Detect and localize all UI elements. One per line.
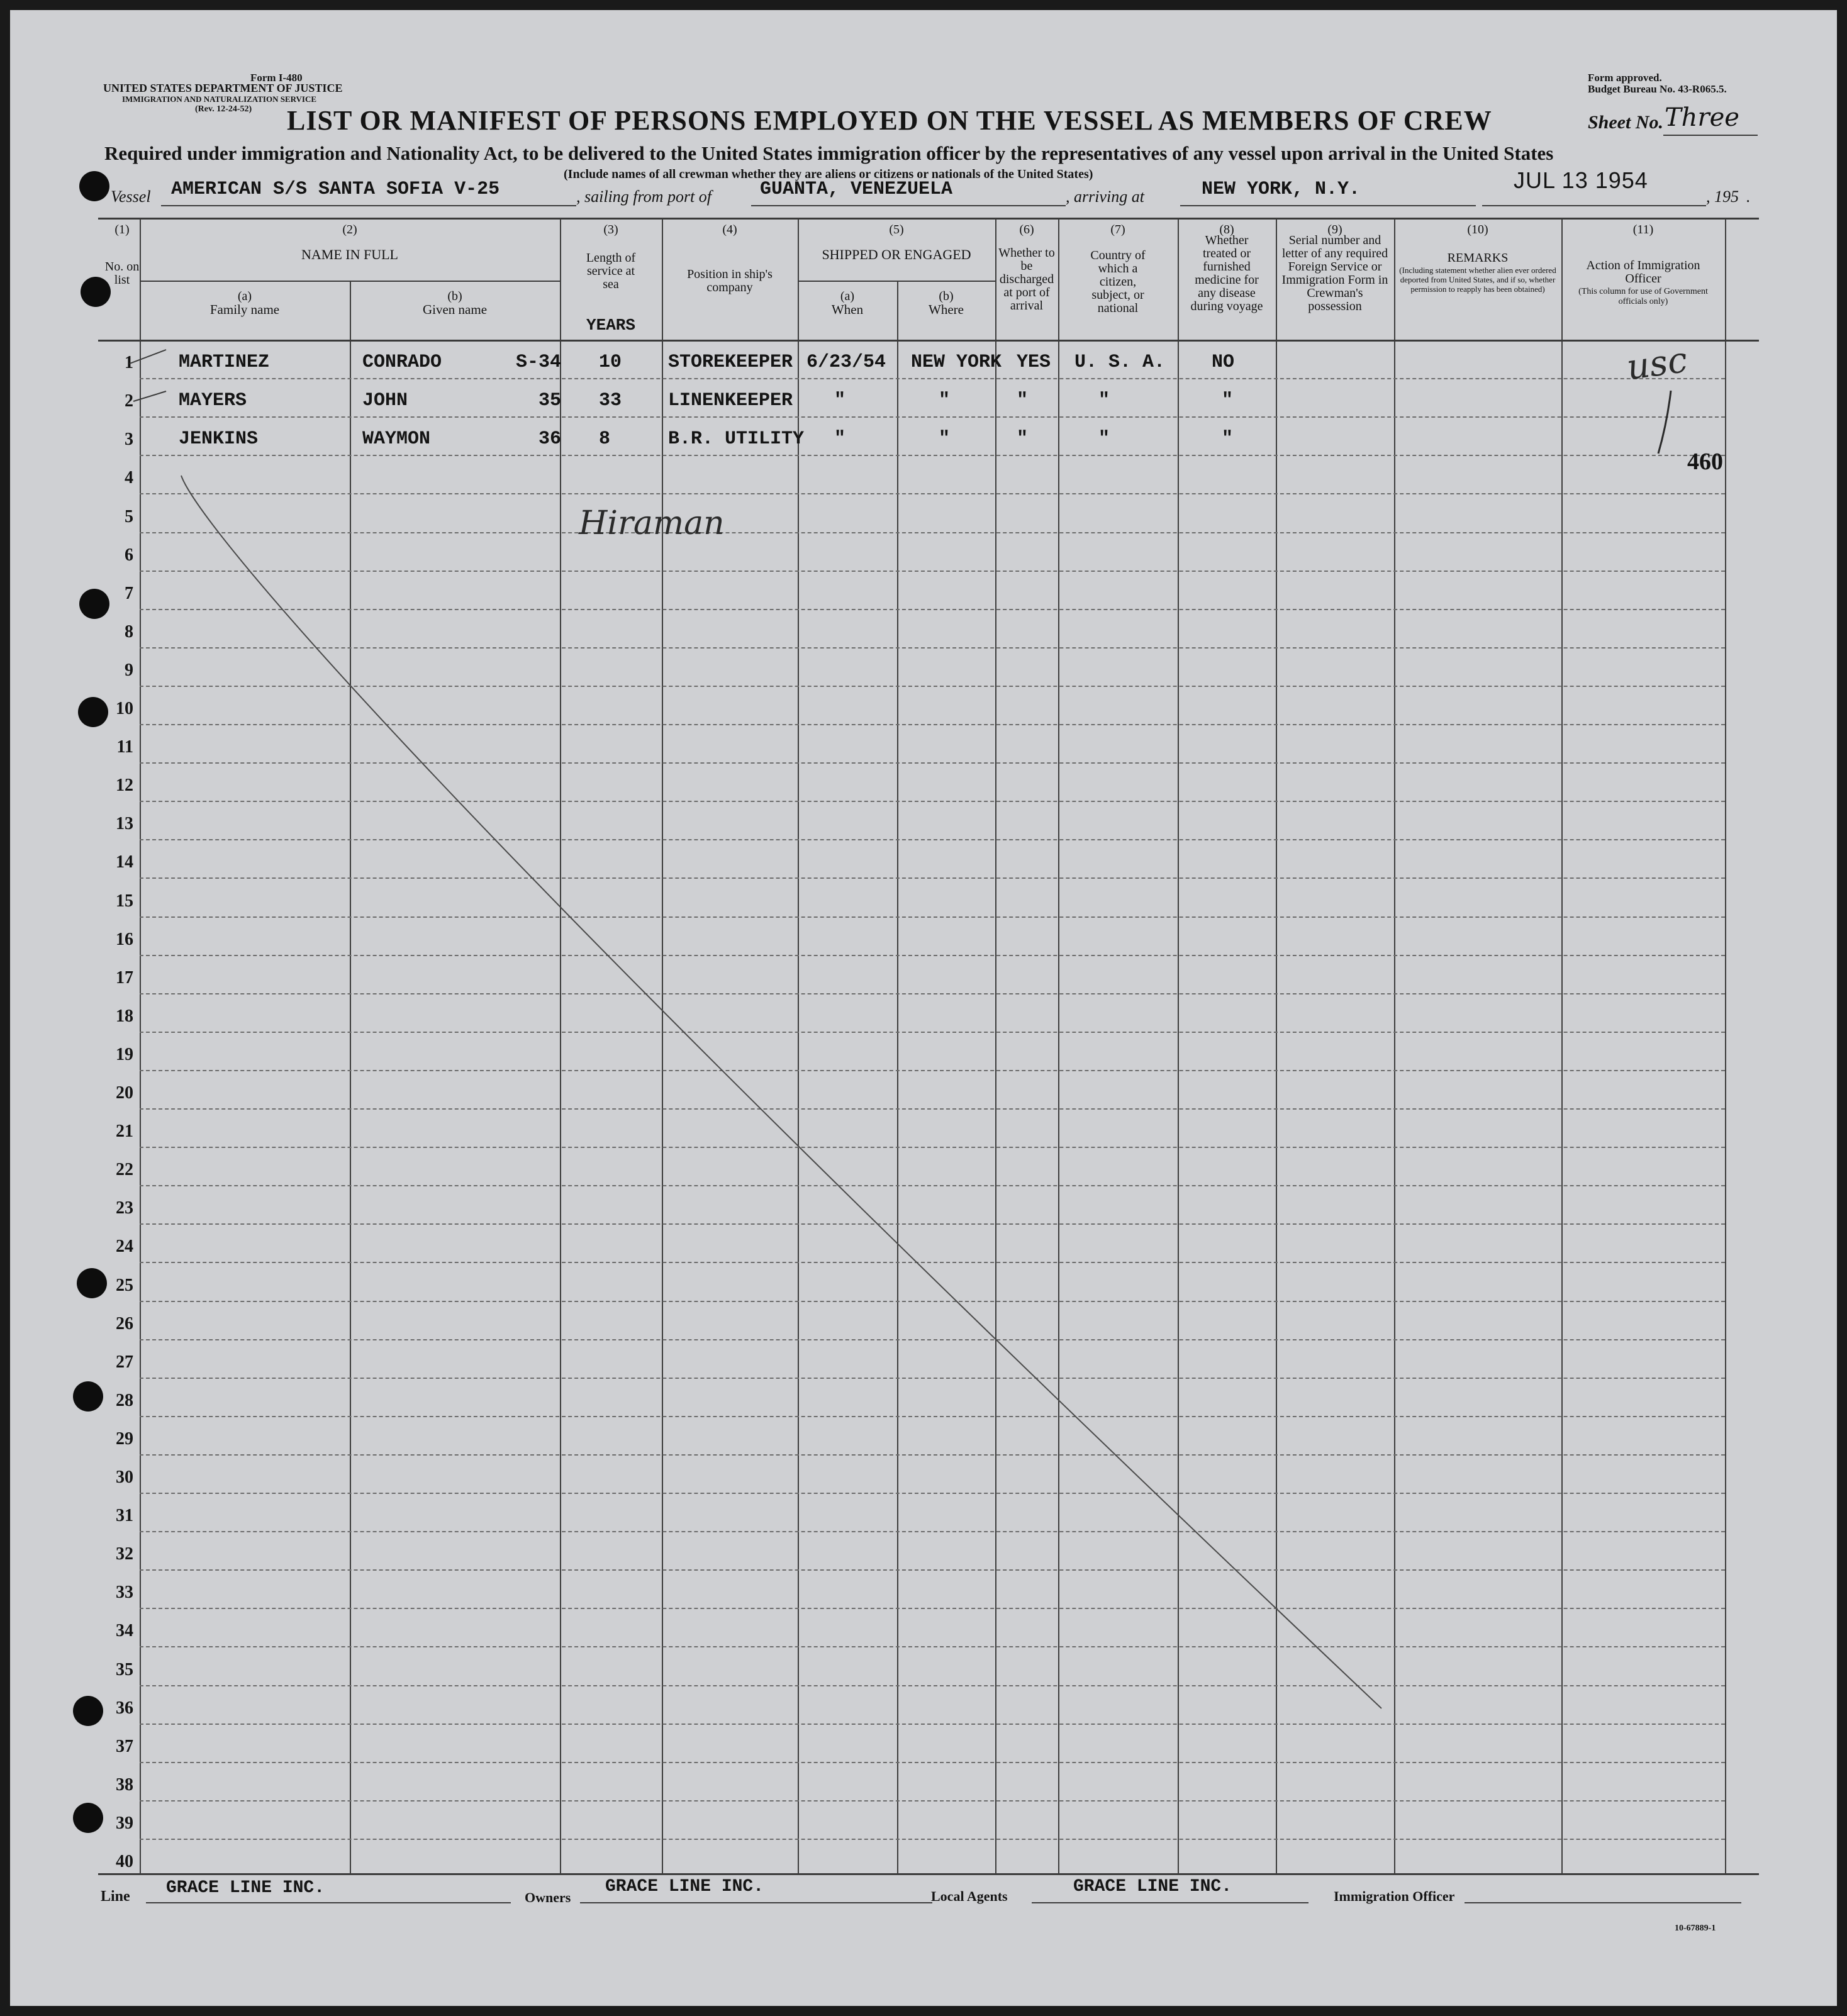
agents-label: Local Agents (931, 1888, 1008, 1904)
page-title: LIST OR MANIFEST OF PERSONS EMPLOYED ON THE VESSEL AS MEMBERS OF CREW (287, 105, 1492, 136)
sheet-label: Sheet No. (1588, 112, 1663, 133)
col2-number: (2) (342, 223, 357, 237)
owners-underline (580, 1902, 932, 1903)
row-number: 6 (125, 545, 133, 565)
discharged-cell: " (1017, 390, 1029, 412)
family-name-cell: MARTINEZ (179, 352, 270, 374)
shipped-where-cell: " (939, 428, 951, 450)
row-number: 10 (116, 699, 133, 718)
service-years-cell: 33 (599, 390, 622, 412)
country-cell: U. S. A. (1074, 352, 1166, 374)
crew-code-cell: 36 (538, 428, 561, 450)
owners-label: Owners (525, 1890, 571, 1905)
position-cell: B.R. UTILITY (668, 428, 805, 450)
col1-number: (1) (114, 223, 130, 237)
row-number: 4 (125, 468, 133, 488)
line-label: Line (101, 1888, 130, 1905)
row-number: 38 (116, 1774, 133, 1795)
officer-mark: usc (1624, 339, 1690, 389)
row-number: 7 (125, 583, 133, 603)
officer-underline (1465, 1902, 1741, 1903)
year-label: , 195 (1706, 187, 1739, 206)
col11-note: (This column for use of Government officials only) (1578, 287, 1708, 306)
row-number: 11 (116, 737, 133, 757)
col4-number: (4) (722, 223, 737, 237)
subtitle: Required under immigration and Nationality Act, to be delivered to the United States immigration officer by the representatives of any vessel upon arrival in the United States (104, 142, 1554, 164)
sailing-label: , sailing from port of (576, 187, 712, 206)
row-number: 26 (116, 1313, 133, 1334)
row-number: 33 (116, 1583, 133, 1603)
service: IMMIGRATION AND NATURALIZATION SERVICE (122, 94, 317, 104)
row-number: 5 (125, 506, 133, 526)
arriving-value: NEW YORK, N.Y. (1202, 179, 1361, 200)
col9-number: (9) (1327, 223, 1342, 237)
service-years-cell: 8 (599, 428, 611, 450)
row-number: 21 (116, 1122, 133, 1142)
given-name-cell: WAYMON (362, 428, 431, 450)
given-name-cell: JOHN (362, 390, 408, 412)
family-name-cell: JENKINS (179, 428, 259, 450)
col10-header: REMARKS (1447, 251, 1509, 265)
row-number: 22 (116, 1160, 133, 1180)
form-approved: Form approved. (1588, 72, 1662, 84)
row-number: 8 (125, 621, 133, 642)
col7-header: Country of which a citizen, subject, or national (1090, 248, 1146, 315)
row-number: 2 (125, 391, 133, 411)
col11-header: Action of Immigration Officer (1586, 259, 1700, 286)
col2b-number: (b) (447, 289, 462, 303)
col5a-header: When (831, 302, 864, 317)
col1-header: No. on list (104, 260, 140, 287)
line-underline (146, 1902, 511, 1903)
officer-number: 460 (1687, 448, 1723, 475)
row-number: 35 (116, 1659, 133, 1679)
row-number: 36 (116, 1698, 133, 1718)
cancel-diagonal-line (10, 10, 1837, 2006)
row-number: 17 (116, 967, 133, 988)
col8-header: Whether treated or furnished medicine for any disease during voyage (1190, 233, 1263, 313)
col2b-header: Given name (422, 302, 488, 317)
col10-number: (10) (1467, 223, 1488, 237)
position-cell: STOREKEEPER (668, 352, 793, 374)
discharged-cell: " (1017, 428, 1029, 450)
family-name-cell: MAYERS (179, 390, 247, 412)
col8-number: (8) (1219, 223, 1234, 237)
row-number: 39 (116, 1813, 133, 1833)
shipped-where-cell: " (939, 390, 951, 412)
col6-header: Whether to be discharged at port of arrival (998, 246, 1055, 313)
row-number: 9 (125, 660, 133, 680)
budget-bureau: Budget Bureau No. 43-R065.5. (1588, 83, 1727, 95)
col9-header: Serial number and letter of any required Foreign Service or Immigration Form in Crewman's possession (1281, 233, 1388, 313)
row-number: 34 (116, 1621, 133, 1641)
shipped-when-cell: " (834, 390, 846, 412)
row-number: 19 (116, 1044, 133, 1064)
date-stamp: JUL 13 1954 (1514, 167, 1648, 193)
row-number: 30 (116, 1467, 133, 1487)
sheet-number: Three (1665, 103, 1739, 132)
vessel-label: Vessel (111, 187, 151, 206)
arriving-label: , arriving at (1066, 187, 1144, 206)
row-number: 23 (116, 1198, 133, 1218)
handwritten-signature: Hiraman (579, 504, 725, 542)
vessel-value: AMERICAN S/S SANTA SOFIA V-25 (171, 179, 500, 200)
form-number: Form I-480 (250, 72, 303, 84)
row-number: 27 (116, 1352, 133, 1372)
department: UNITED STATES DEPARTMENT OF JUSTICE (103, 82, 343, 94)
position-cell: LINENKEEPER (668, 390, 793, 412)
col3-header: Length of service at sea (586, 251, 636, 291)
col7-number: (7) (1110, 223, 1125, 237)
row-number: 29 (116, 1428, 133, 1449)
col5-header: SHIPPED OR ENGAGED (822, 247, 971, 262)
row-number: 25 (116, 1275, 133, 1295)
shipped-where-cell: NEW YORK (911, 352, 1002, 374)
col2a-header: Family name (209, 302, 280, 317)
owners-value: GRACE LINE INC. (605, 1877, 764, 1896)
row-number: 37 (116, 1736, 133, 1756)
crew-code-cell: S-34 (515, 352, 561, 374)
shipped-when-cell: 6/23/54 (806, 352, 886, 374)
sailing-value: GUANTA, VENEZUELA (760, 179, 953, 200)
row-number: 15 (116, 891, 133, 911)
year-end: . (1746, 187, 1751, 206)
col4-header: Position in ship's company (687, 267, 773, 294)
country-cell: " (1098, 428, 1110, 450)
service-years-cell: 10 (599, 352, 622, 374)
country-cell: " (1098, 390, 1110, 412)
col5b-number: (b) (939, 289, 954, 303)
medicine-cell: " (1222, 428, 1234, 450)
given-name-cell: CONRADO (362, 352, 442, 374)
col3-number: (3) (603, 223, 618, 237)
col2-header: NAME IN FULL (301, 247, 398, 262)
shipped-when-cell: " (834, 428, 846, 450)
row-number: 20 (116, 1083, 133, 1103)
row-number: 13 (116, 814, 133, 834)
medicine-cell: NO (1212, 352, 1235, 374)
row-number: 24 (116, 1237, 133, 1257)
row-number: 12 (116, 776, 133, 796)
row-number: 1 (125, 353, 133, 373)
col5a-number: (a) (840, 289, 855, 303)
footer-code: 10-67889-1 (1675, 1924, 1716, 1933)
row-number: 40 (116, 1852, 133, 1871)
col2a-number: (a) (237, 289, 252, 303)
manifest-sheet (10, 10, 1837, 2006)
medicine-cell: " (1222, 390, 1234, 412)
discharged-cell: YES (1017, 352, 1051, 374)
row-number: 32 (116, 1544, 133, 1564)
officer-label: Immigration Officer (1334, 1888, 1455, 1904)
col6-number: (6) (1019, 223, 1034, 237)
col5-number: (5) (889, 223, 904, 237)
col3-unit: YEARS (586, 316, 635, 335)
row-number: 16 (116, 929, 133, 949)
agents-value: GRACE LINE INC. (1073, 1877, 1232, 1896)
include-note: (Include names of all crewman whether they are aliens or citizens or nationals of the United States) (564, 167, 1093, 181)
row-number: 18 (116, 1006, 133, 1026)
line-value: GRACE LINE INC. (166, 1878, 325, 1898)
row-number: 28 (116, 1390, 133, 1410)
col5b-header: Where (929, 302, 964, 317)
row-number: 14 (116, 852, 133, 872)
row-number: 31 (116, 1506, 133, 1526)
col11-number: (11) (1632, 223, 1654, 237)
col10-note: (Including statement whether alien ever ordered deported from United States, and if so, whether permission to reapply has been obtained) (1399, 265, 1556, 294)
crew-code-cell: 35 (538, 390, 561, 412)
agents-underline (1032, 1902, 1309, 1903)
revision: (Rev. 12-24-52) (195, 104, 252, 114)
row-number: 3 (125, 430, 133, 450)
